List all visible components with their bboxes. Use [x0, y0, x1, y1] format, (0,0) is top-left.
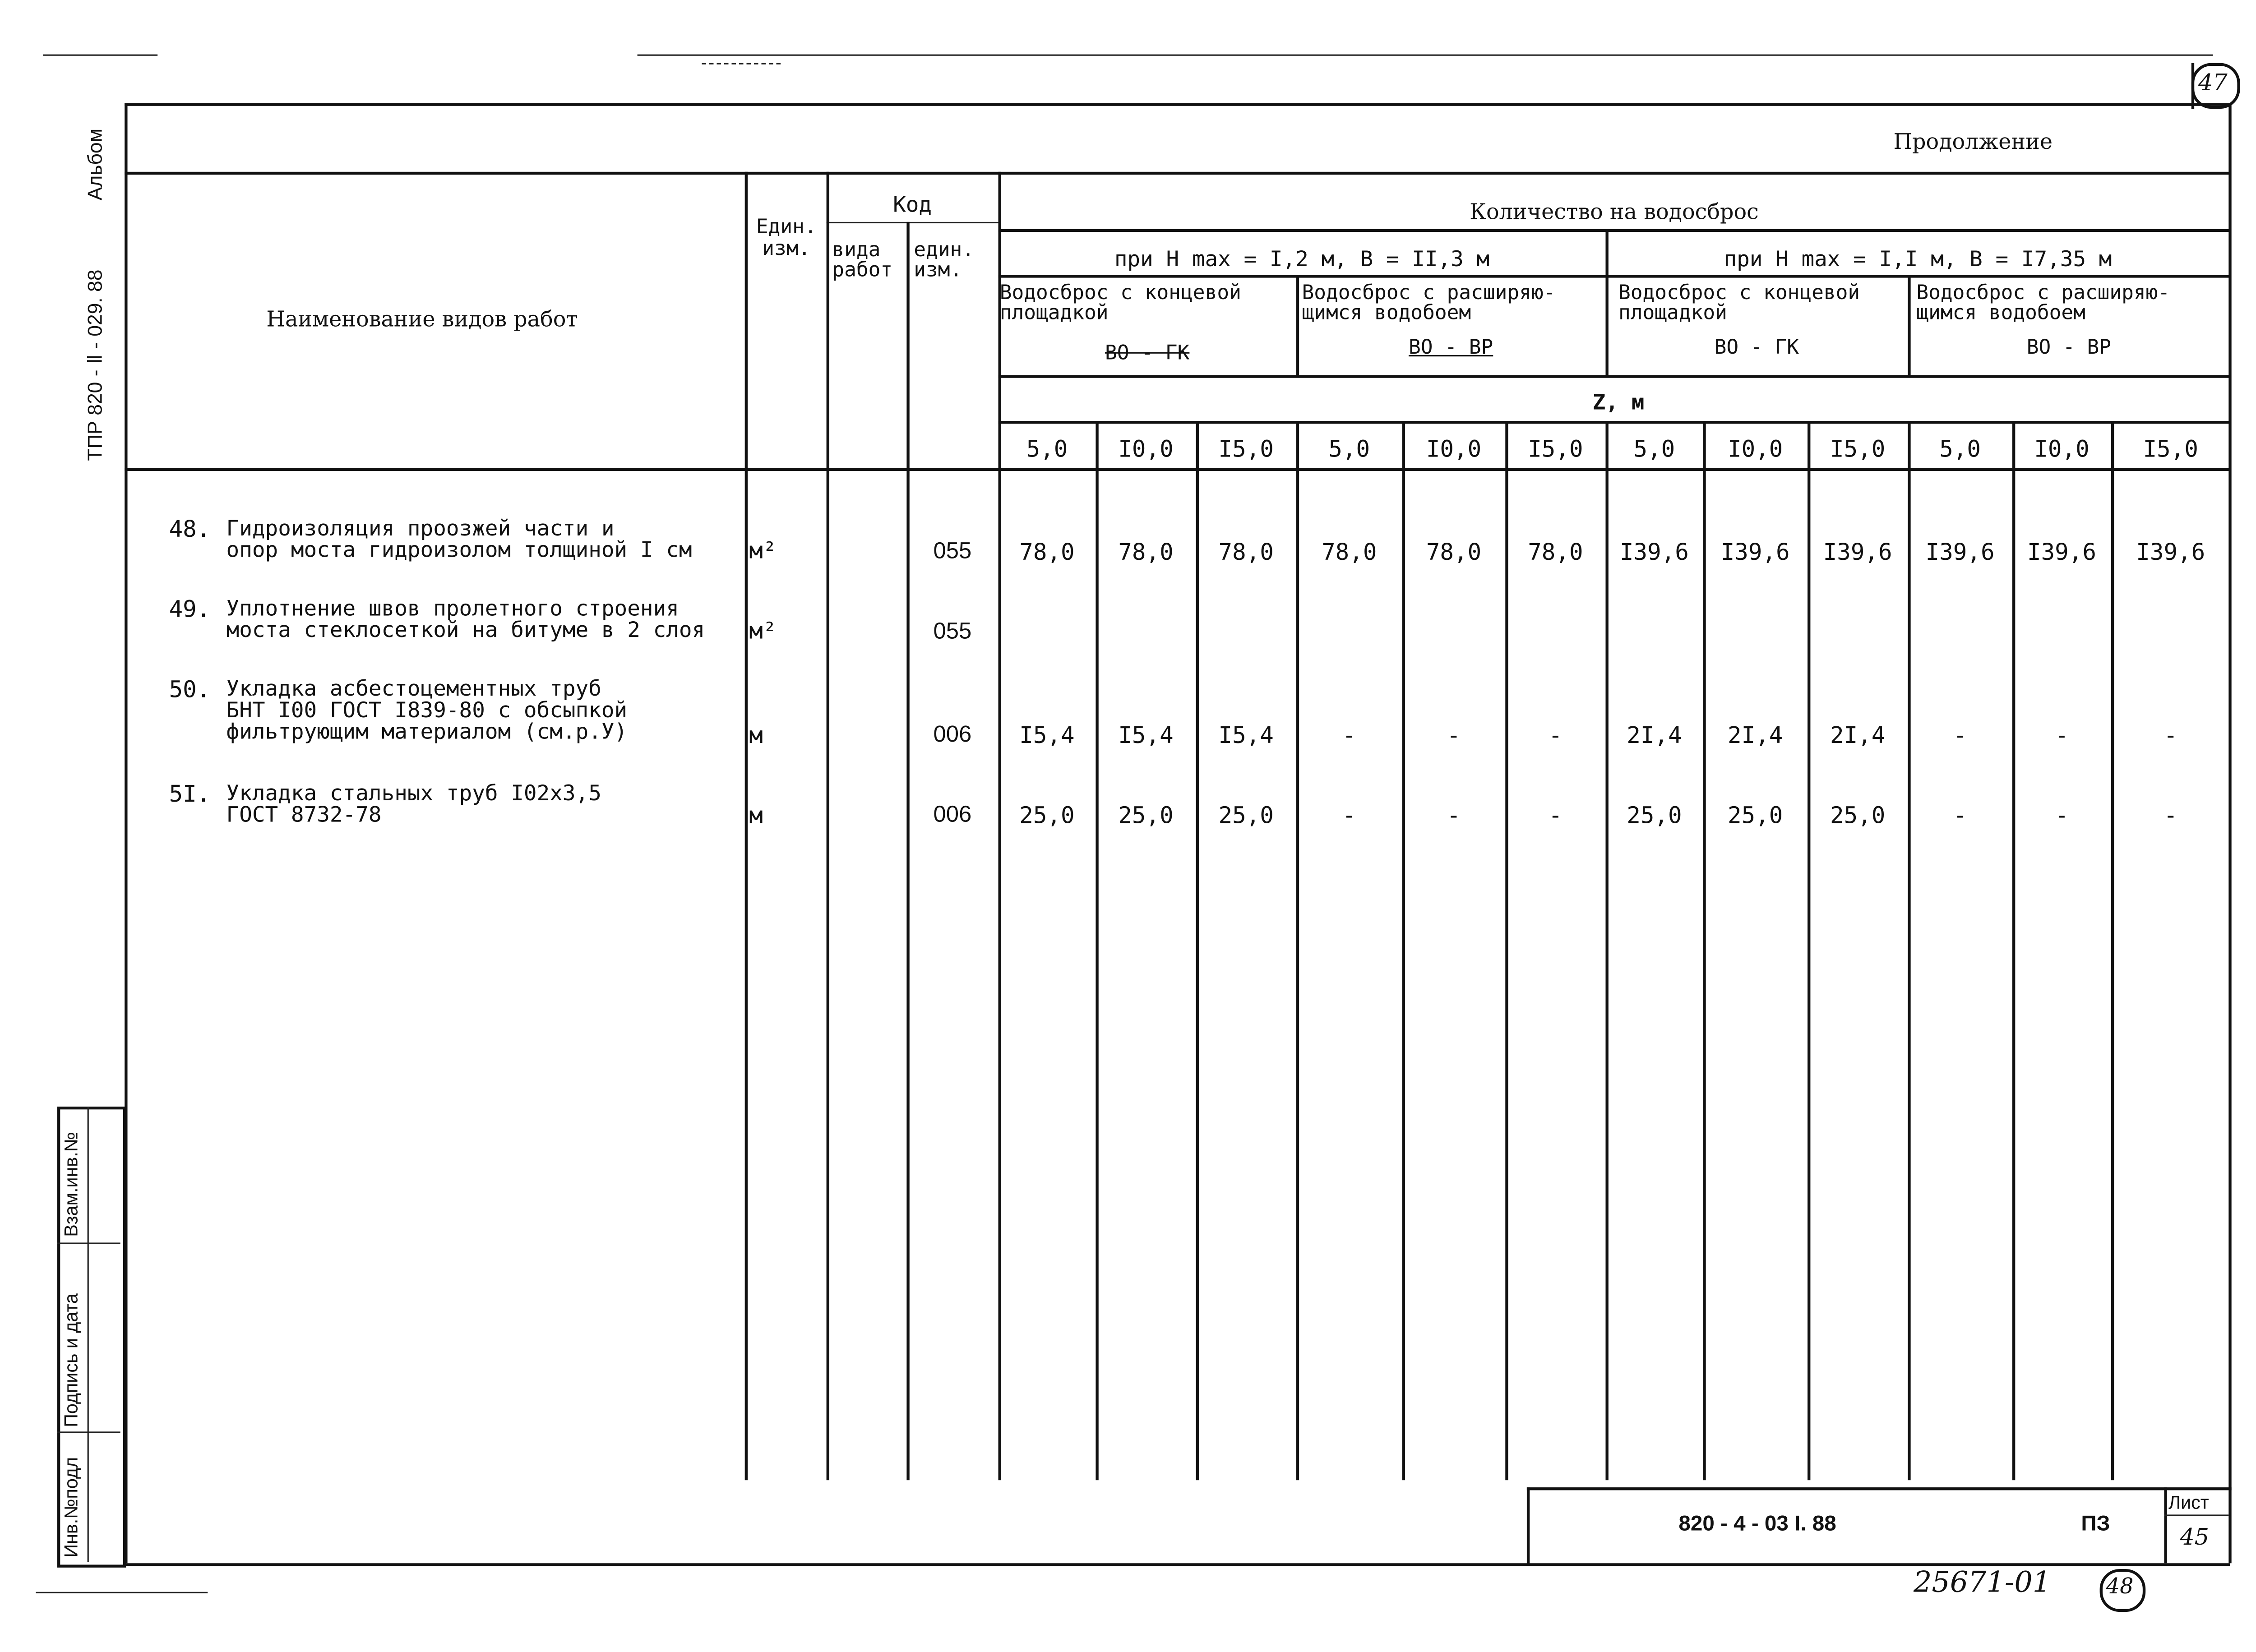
row-value: 78,0 [1322, 538, 1377, 566]
row-value: I39,6 [1619, 538, 1689, 566]
row-value: I39,6 [1823, 538, 1892, 566]
column-line [2012, 421, 2015, 1480]
row-value: - [2055, 721, 2069, 749]
row-value: - [2164, 721, 2178, 749]
row-number: 49. [169, 595, 211, 623]
table-rule [827, 222, 999, 223]
type-4-code: ВО - ВР [2026, 336, 2112, 360]
row-number: 5I. [169, 780, 211, 808]
type-4-desc: Водосброс с расширяю- щимся водобоем [1916, 282, 2170, 325]
row-value: 25,0 [1627, 802, 1682, 829]
type-1-desc: Водосброс с концевой площадкой [999, 282, 1241, 325]
frame-line [2164, 1487, 2167, 1563]
row-text-line: моста стеклосеткой на битуме в 2 слоя [226, 617, 705, 643]
row-value: - [1342, 721, 1356, 749]
row-value: - [1447, 721, 1461, 749]
type-3-code: ВО - ГК [1714, 336, 1799, 360]
sheet-number: 45 [2180, 1523, 2210, 1550]
row-value: 78,0 [1528, 538, 1583, 566]
column-line [999, 172, 1001, 1480]
z-value: I5,0 [1528, 435, 1583, 462]
column-line [827, 172, 829, 1480]
stamp-signature-date: Подпись и дата [60, 1293, 82, 1427]
row-value: 2I,4 [1728, 721, 1783, 749]
handwritten-number: 25671-01 [1913, 1564, 2051, 1599]
row-text-line: Гидроизоляция проозжей части и [226, 515, 615, 541]
row-value: I39,6 [1720, 538, 1790, 566]
row-code: 055 [933, 620, 972, 644]
table-rule [999, 229, 2230, 232]
row-value: - [1342, 802, 1356, 829]
row-value: - [1953, 802, 1967, 829]
header-code-unit: един. изм. [914, 239, 975, 282]
row-value: 78,0 [1426, 538, 1482, 566]
frame-line [88, 1107, 89, 1562]
stamp-inv-podl: Инв.№подл [60, 1457, 82, 1558]
z-value: 5,0 [1328, 435, 1370, 462]
row-text-line: опор моста гидроизолом толщиной I см [226, 536, 692, 563]
row-unit: м [749, 721, 763, 749]
row-value: 2I,4 [1627, 721, 1682, 749]
row-text-line: ГОСТ 8732-78 [226, 802, 382, 828]
header-name-col: Наименование видов работ [266, 306, 578, 332]
row-value: I39,6 [1925, 538, 1995, 566]
row-value: I5,4 [1118, 721, 1174, 749]
row-value: 25,0 [1830, 802, 1886, 829]
column-line [1908, 275, 1910, 375]
row-value: I5,4 [1019, 721, 1075, 749]
z-value: 5,0 [1633, 435, 1675, 462]
stamp-vzam-inv: Взам.инв.№ [60, 1132, 82, 1237]
header-unit-text: Един. изм. [756, 216, 817, 261]
top-rule [638, 55, 2213, 56]
album-code: ТПР 820 - Ⅱ - 029. 88 [83, 269, 106, 461]
row-text-line: Укладка асбестоцементных труб [226, 675, 601, 701]
column-line [1196, 421, 1199, 1480]
row-unit: м² [749, 536, 777, 564]
scan-mark [36, 1592, 208, 1593]
column-line [1908, 421, 1910, 1480]
column-line [1605, 421, 1608, 1480]
row-text-line: БНТ I00 ГОСТ I839-80 с обсыпкой [226, 697, 628, 723]
row-text-line: Уплотнение швов пролетного строения [226, 595, 679, 622]
row-value: I5,4 [1218, 721, 1274, 749]
row-value: - [1549, 802, 1563, 829]
sheet-number-top: 47 [2198, 69, 2228, 96]
row-code: 006 [933, 723, 972, 748]
scan-mark [702, 63, 781, 65]
row-value: I39,6 [2027, 538, 2096, 566]
column-line [1808, 421, 1810, 1480]
row-value: 25,0 [1218, 802, 1274, 829]
table-rule [999, 375, 2230, 378]
row-code: 006 [933, 803, 972, 828]
table-rule [999, 275, 2230, 277]
z-value: I5,0 [2143, 435, 2198, 462]
row-unit: м [749, 802, 763, 829]
z-value: I0,0 [2034, 435, 2090, 462]
header-group-2: при H max = I,I м, B = I7,35 м [1724, 246, 2112, 272]
column-line [1096, 421, 1098, 1480]
row-value: - [1953, 721, 1967, 749]
frame-line [2228, 103, 2231, 1563]
frame-line [57, 1431, 120, 1433]
frame-line [2164, 1514, 2228, 1516]
row-value: - [1549, 721, 1563, 749]
column-line [1402, 421, 1405, 1480]
column-line [1296, 421, 1299, 1480]
z-value: I0,0 [1118, 435, 1174, 462]
scan-mark [43, 55, 157, 56]
header-quantity-title: Количество на водосброс [1470, 199, 1759, 225]
header-code-work: вида работ [832, 239, 893, 282]
column-line [1296, 275, 1299, 375]
frame-line [57, 1242, 120, 1244]
header-code-group: Код [893, 192, 932, 218]
row-unit: м² [749, 617, 777, 644]
type-3-desc: Водосброс с концевой площадкой [1618, 282, 1860, 325]
row-value: 25,0 [1728, 802, 1783, 829]
frame-line [2191, 63, 2194, 109]
row-text-line: Укладка стальных труб I02х3,5 [226, 780, 601, 806]
row-value: 78,0 [1218, 538, 1274, 566]
z-value: 5,0 [1939, 435, 1981, 462]
type-1-code: ВО - ГК [1105, 342, 1190, 365]
header-group-1: при H max = I,2 м, B = II,3 м [1114, 246, 1490, 272]
row-value: 25,0 [1019, 802, 1075, 829]
row-value: - [1447, 802, 1461, 829]
continuation-label: Продолжение [1893, 129, 2053, 155]
type-2-desc: Водосброс с расширяю- щимся водобоем [1302, 282, 1556, 325]
row-text-line: фильтрующим материалом (см.р.У) [226, 719, 628, 745]
row-number: 48. [169, 515, 211, 543]
row-number: 50. [169, 675, 211, 703]
header-unit-col [748, 217, 825, 260]
column-line [906, 222, 909, 1480]
row-value: 78,0 [1019, 538, 1075, 566]
column-line [1703, 421, 1706, 1480]
table-rule [125, 468, 2230, 471]
z-value: 5,0 [1026, 435, 1068, 462]
row-value: - [2164, 802, 2178, 829]
z-value: I0,0 [1728, 435, 1783, 462]
z-value: I0,0 [1426, 435, 1482, 462]
doc-code: 820 - 4 - 03 I. 88 [1678, 1512, 1836, 1536]
column-line [2111, 421, 2114, 1480]
bottom-page-number: 48 [2106, 1573, 2134, 1599]
sheet-label: Лист [2168, 1491, 2209, 1514]
z-label: Z, м [1592, 389, 1645, 415]
table-rule [999, 421, 2230, 424]
z-value: I5,0 [1218, 435, 1274, 462]
album-label: Альбом [83, 128, 106, 201]
row-value: 78,0 [1118, 538, 1174, 566]
doc-section: ПЗ [2081, 1512, 2110, 1536]
type-2-code: ВО - ВР [1408, 336, 1493, 360]
column-line [745, 172, 748, 1480]
frame-line [125, 103, 2230, 106]
z-value: I5,0 [1830, 435, 1886, 462]
title-block [1527, 1487, 2232, 1566]
column-line [1505, 421, 1508, 1480]
row-value: - [2055, 802, 2069, 829]
row-value: 2I,4 [1830, 721, 1886, 749]
table-rule [125, 172, 2230, 175]
row-code: 055 [933, 540, 972, 564]
row-value: I39,6 [2136, 538, 2205, 566]
row-value: 25,0 [1118, 802, 1174, 829]
